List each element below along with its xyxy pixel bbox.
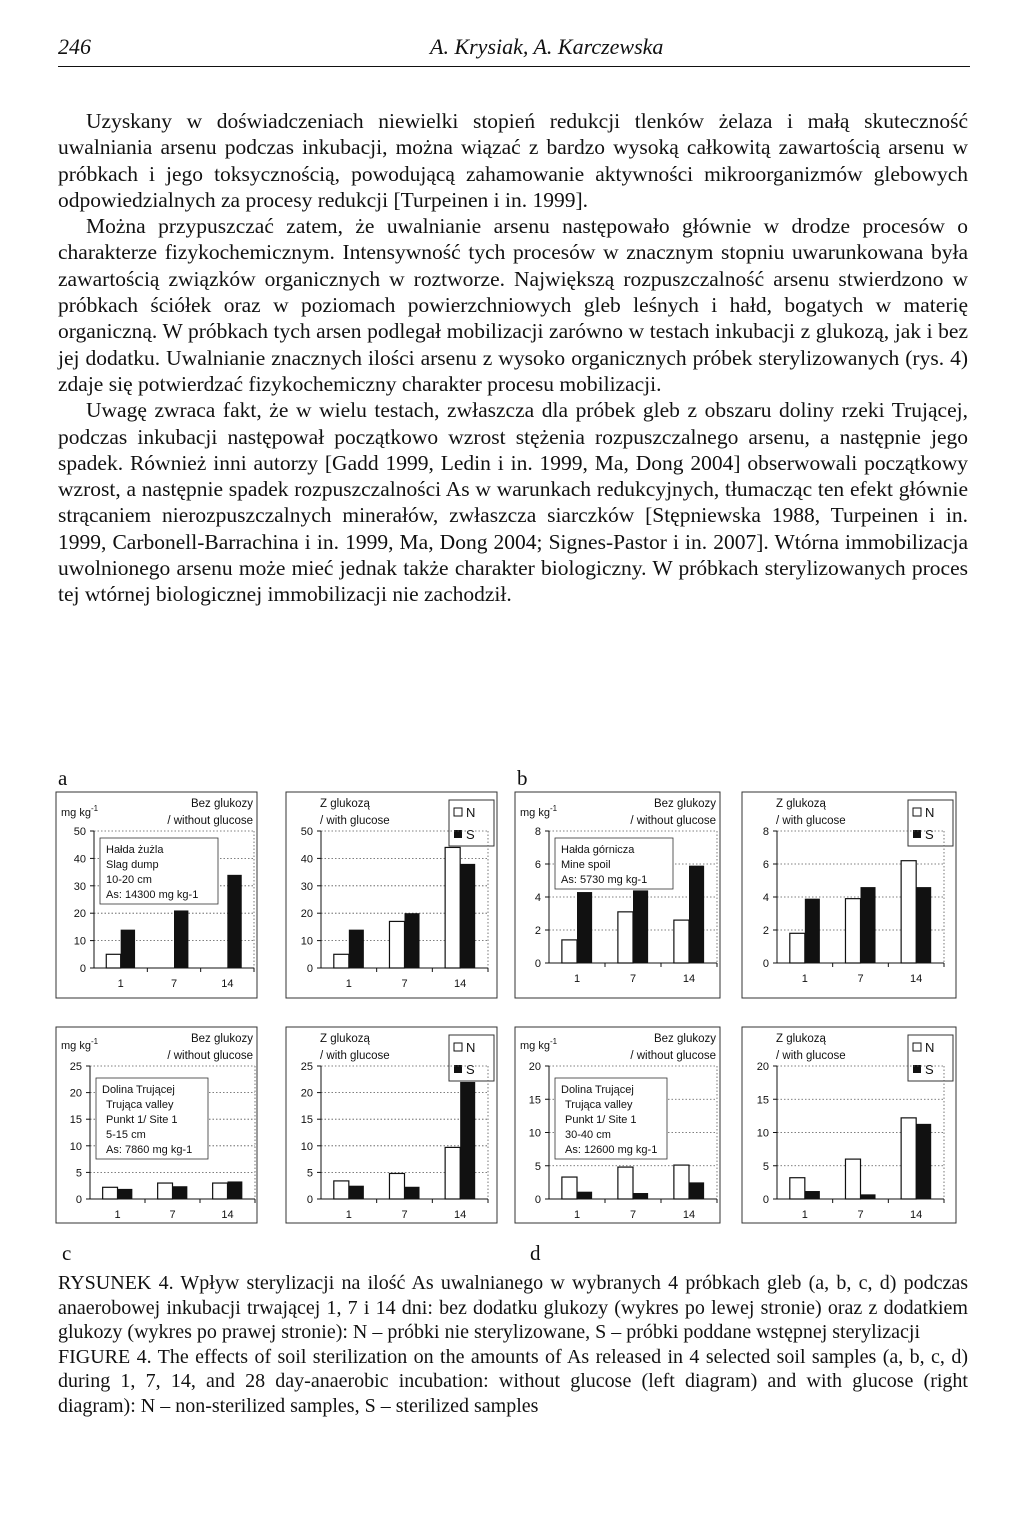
page-number: 246 [58,34,91,59]
panel-c-left-unit-label: mg $kg^{-1}$ [61,1037,99,1052]
panel-a-left-bar-s [121,930,135,968]
panel-letter-a: a [58,766,68,790]
panel-a-right-legend-n-label: N [466,805,476,820]
panel-a-right-bar-n [445,847,460,968]
panel-c-left-ytick-label: 10 [69,1140,82,1153]
panel-a-right-bar-s [405,913,420,968]
panel-d-left-bar-n [674,1165,689,1199]
panel-d-left-bar-s [689,1182,704,1199]
panel-letter-d: d [530,1241,541,1265]
panel-c-right-ytick-label: 10 [300,1140,313,1153]
paragraph: Uwagę zwraca fakt, że w wielu testach, zwłaszcza dla próbek gleb z obszaru doliny rzeki Trującej, podczas inkubacji następował początkowo wzrost stężenia rozpuszczalnego arsenu, a następnie jego spadek. Również inni autorzy [Gadd 1999, Ledin i in. 1999, Ma, Dong 2004] obserwowali początkowy wzrost, a następnie spadek rozpuszczalności As w warunkach redukcyjnych, tłumacząc ten efekt głównie strącaniem nierozpuszczalnych minerałów, zwłaszcza siarczków [Stępniewska 1988, Turpeinen i in. 1999, Carbonell-Barrachina i in. 1999, Ma, Dong 2004; Signes-Pastor i in. 2007]. Wtórna immobilizacja uwolnionego arsenu może mieć jednak także charakter biologiczny. W próbkach sterylizowanych proces tej wtórnej biologicznej immobilizacji nie zachodził. [58,398,968,607]
panel-c-right-legend-n-swatch [454,1043,462,1051]
panel-b-left-annotation-line: Hałda górnicza [561,844,635,856]
panel-a-left-title-pl: Bez glukozy [190,798,253,810]
panel-a-left-ytick-label: 0 [79,963,86,975]
panel-a-left-ytick-label: 10 [73,935,86,948]
panel-letter-c: c [62,1241,72,1265]
panel-d-right-xtick-label: 7 [857,1209,864,1221]
panel-c-left-ytick-label: 0 [75,1194,82,1206]
panel-b-right-ytick-label: 6 [762,859,769,871]
panel-d-right-bar-n [845,1159,860,1199]
paragraph: Uzyskany w doświadczeniach niewielki stopień redukcji tlenków żelaza i małą skuteczność uwalniania arsenu podczas inkubacji, można wiązać z bardzo wysoką całkowitą zawartością arsenu w próbkach i jego toksycznością, powodującą zahamowanie aktywności mikroorganizmów glebowych odpowiedzialnych za procesy redukcji [Turpeinen i in. 1999]. [58,109,968,212]
panel-d-left-bar-s [633,1193,648,1199]
panel-d-right-xtick-label: 1 [801,1209,808,1221]
panel-c-left-annotation-line: Dolina Trującej [102,1084,175,1096]
panel-c-left-bar-n [103,1187,118,1199]
panel-c-right-title-en: / with glucose [320,1050,390,1062]
panel-letter-b: b [517,766,528,790]
panel-d-left-annotation-line: Punkt 1/ Site 1 [565,1114,637,1126]
panel-b-right-bar-n [845,899,860,963]
panel-b-left-title-en: / without glucose [630,815,716,827]
panel-b-right-legend-n-swatch [913,808,921,816]
panel-a-right-ytick-label: 30 [300,880,313,893]
panel-d-right-title-pl: Z glukozą [776,1033,826,1045]
panel-c-right-bar-n [389,1173,404,1199]
panel-d-right-bar-n [790,1178,805,1199]
panel-a-left-annotation-line: Hałda żużla [106,844,164,856]
panel-d-left-title-en: / without glucose [630,1050,716,1062]
panel-b-right-bar-s [805,899,820,963]
panel-d-right-ytick-label: 5 [762,1160,769,1173]
panel-c-right-legend-s-label: S [466,1062,475,1077]
panel-b-right-bar-n [790,933,805,963]
panel-a-right-title-en: / with glucose [320,815,390,827]
panel-a-left-bar-n [106,954,120,968]
panel-a-right-title-pl: Z glukozą [320,798,370,810]
panel-c-left-bar-s [173,1186,188,1199]
panel-d-left-xtick-label: 7 [629,1209,637,1221]
panel-b-right-ytick-label: 0 [762,958,769,970]
panel-b-right-bar-s [861,887,876,963]
panel-a-right-ytick-label: 50 [300,826,313,838]
panel-c-right-bar-s [405,1187,420,1199]
panel-d-right-ytick-label: 0 [762,1194,769,1206]
panel-a-right-bar-n [389,921,404,968]
panel-c-right-title-pl: Z glukozą [320,1033,370,1045]
panel-c-right-xtick-label: 7 [401,1209,408,1221]
caption-english: FIGURE 4. The effects of soil sterilization on the amounts of As released in 4 selected soil samples (a, b, c, d) during 1, 7, 14, and 28 day-anaerobic incubation: without glucose (left diagram) and with glucose (right diagram): N – non-sterilized samples, S – sterilized samples [58,1345,968,1417]
panel-d-left-annotation-line: As: 12600 mg kg-1 [565,1144,658,1156]
panel-d-left-bar-n [562,1177,577,1199]
panel-b-left-bar-s [689,866,704,963]
panel-a-left-bar-s [227,875,241,968]
panel-c-right-ytick-label: 20 [300,1087,313,1100]
panel-d-right-legend-n-swatch [913,1043,921,1051]
panel-a-right-ytick-label: 10 [300,935,313,948]
panel-b-right-xtick-label: 1 [801,973,808,985]
panel-c-left-annotation-line: 5-15 cm [106,1129,146,1141]
panel-d-left-xtick-label: 1 [573,1209,581,1221]
panel-c-right-ytick-label: 5 [306,1167,313,1180]
panel-b-left-annotation-line: Mine spoil [561,859,611,871]
panel-a-right-xtick-label: 7 [401,978,408,990]
panel-a-right-xtick-label: 14 [454,978,467,990]
panel-c-right-ytick-label: 25 [300,1061,313,1073]
panel-a-left-annotation-line: 10-20 cm [106,874,152,886]
panel-b-right-title-pl: Z glukozą [776,798,826,810]
panel-d-right-bar-s [861,1194,876,1199]
panel-c-left-bar-s [228,1181,243,1199]
panel-d-left-ytick-label: 15 [528,1094,541,1107]
panel-c-left-title-pl: Bez glukozy [190,1033,253,1045]
figure-caption [58,1271,968,1418]
panel-c-left-ytick-label: 25 [69,1061,82,1073]
panel-a-left-ytick-label: 30 [73,880,86,893]
panel-c-right-bar-n [334,1181,349,1199]
panel-b-right-xtick-label: 14 [910,973,923,985]
panel-b-right-title-en: / with glucose [776,815,846,827]
panel-d-left-annotation-line: 30-40 cm [565,1129,611,1141]
panel-b-left-unit-sup: -1 [549,804,558,813]
panel-b-left-ytick-label: 2 [534,925,541,937]
panel-d-right-bar-s [916,1124,931,1199]
paragraph: Można przypuszczać zatem, że uwalnianie arsenu następowało głównie w drodze procesów o charakterze fizykochemicznym. Intensywność tych procesów w znacznym stopniu uwarunkowana była zawartością związków organicznych w roztworze. Największą rozpuszczalność arsenu stwierdzono w próbkach ściółek oraz w poziomach powierzchniowych gleb leśnych i hałd, bogatych w materię organiczną. W próbkach tych arsen podlegał mobilizacji zarówno w testach inkubacji z glukozą, jak i bez jej dodatku. Uwalnianie znacznych ilości arsenu z wysoko organicznych próbek sterylizowanych (rys. 4) zdaje się potwierdzać fizykochemiczny charakter procesu mobilizacji. [58,214,968,396]
panel-d-left-bar-s [577,1192,592,1199]
panel-d-right-bar-s [805,1191,820,1199]
panel-c-left-ytick-label: 15 [69,1114,82,1127]
panel-a-right-bar-s [349,930,364,968]
panel-d-left-ytick-label: 0 [534,1194,541,1206]
panel-c-left-ytick-label: 5 [75,1167,82,1180]
panel-a-right-legend-s-label: S [466,827,475,842]
panel-c-right-legend-n-label: N [466,1040,476,1055]
panel-a-right-legend-n-swatch [454,808,462,816]
panel-d-right-title-en: / with glucose [776,1050,846,1062]
panel-d-left-ytick-label: 20 [528,1061,541,1073]
panel-b-left-unit-label: mg $kg^{-1}$ [520,804,558,819]
panel-a-left-xtick-label: 14 [221,978,234,990]
panel-c-right-xtick-label: 14 [454,1209,467,1221]
panel-b-left-xtick-label: 7 [629,973,637,985]
panel-b-right-legend-s-label: S [925,827,934,842]
panel-a-left-xtick-label: 7 [170,978,178,990]
panel-c-left-xtick-label: 1 [114,1209,121,1221]
panel-c-left-xtick-label: 7 [169,1209,176,1221]
panel-c-left-bar-s [118,1189,133,1199]
panel-c-left-annotation-line: Trująca valley [106,1099,174,1111]
panel-d-left-ytick-label: 5 [534,1160,541,1173]
panel-b-right-ytick-label: 4 [762,892,769,904]
panel-b-left-annotation-line: As: 5730 mg kg-1 [561,874,648,886]
panel-b-left-ytick-label: 8 [534,826,541,838]
body-text [58,108,968,608]
panel-b-left-bar-n [618,912,633,963]
panel-a-right-bar-s [460,864,475,968]
panel-a-left-xtick-label: 1 [117,978,124,990]
panel-b-right-bar-n [901,861,916,963]
panel-a-right-xtick-label: 1 [345,978,352,990]
panel-d-right-bar-n [901,1118,916,1199]
panel-a-left-annotation-line: Slag dump [106,859,159,871]
panel-d-left-xtick-label: 14 [682,1209,696,1221]
panel-d-right-legend-n-label: N [925,1040,935,1055]
panel-c-left-bar-n [213,1183,228,1199]
panel-a-left-title-en: / without glucose [167,815,253,827]
panel-b-right-bar-s [916,887,931,963]
panel-d-right-xtick-label: 14 [910,1209,923,1221]
panel-a-right-ytick-label: 40 [300,853,313,866]
panel-b-left-xtick-label: 14 [682,973,696,985]
panel-b-right-legend-n-label: N [925,805,935,820]
panel-b-left-ytick-label: 6 [534,859,541,871]
panel-c-left-bar-n [158,1183,173,1199]
panel-b-left-bar-n [674,920,689,963]
panel-a-left-ytick-label: 50 [73,826,86,838]
panel-b-right-ytick-label: 8 [762,826,769,838]
panel-c-left-annotation-line: As: 7860 mg kg-1 [106,1144,193,1156]
panel-d-left-ytick-label: 10 [528,1127,541,1140]
panel-a-right-ytick-label: 0 [306,963,313,975]
panel-a-right-bar-n [334,954,349,968]
panel-a-left-unit-sup: -1 [90,804,99,813]
panel-c-right-ytick-label: 15 [300,1114,313,1127]
panel-d-right-ytick-label: 10 [756,1127,769,1140]
panel-c-right-bar-s [460,1082,475,1199]
panel-b-left-bar-s [577,892,592,963]
panel-d-left-annotation-line: Dolina Trującej [561,1084,634,1096]
panel-d-right-ytick-label: 15 [756,1094,769,1107]
panel-b-left-ytick-label: 0 [534,958,541,970]
panel-c-left-ytick-label: 20 [69,1087,82,1100]
panel-a-left-ytick-label: 40 [73,853,86,866]
panel-d-left-unit-sup: -1 [549,1037,558,1046]
panel-c-right-bar-s [349,1186,364,1199]
panel-d-left-bar-n [618,1167,633,1199]
panel-b-left-bar-s [633,890,648,963]
figure-4-charts [0,780,1024,1240]
panel-b-left-bar-n [562,940,577,963]
panel-a-left-annotation-line: As: 14300 mg kg-1 [106,889,199,901]
panel-d-left-annotation-line: Trująca valley [565,1099,633,1111]
running-header [58,32,970,67]
panel-c-left-annotation-line: Punkt 1/ Site 1 [106,1114,178,1126]
panel-a-left-ytick-label: 20 [73,908,86,921]
panel-a-left-unit-label: mg $kg^{-1}$ [61,804,99,819]
panel-c-left-xtick-label: 14 [221,1209,234,1221]
panel-b-right-xtick-label: 7 [857,973,864,985]
panel-c-right-xtick-label: 1 [345,1209,352,1221]
panel-c-left-title-en: / without glucose [167,1050,253,1062]
running-header-authors: A. Krysiak, A. Karczewska [430,34,664,59]
panel-b-left-xtick-label: 1 [573,973,581,985]
panel-d-right-legend-s-label: S [925,1062,934,1077]
panel-c-right-ytick-label: 0 [306,1194,313,1206]
panel-d-right-ytick-label: 20 [756,1061,769,1073]
panel-a-left-bar-s [174,910,188,968]
panel-d-left-unit-label: mg $kg^{-1}$ [520,1037,558,1052]
panel-b-right-ytick-label: 2 [762,925,769,937]
caption-polish: RYSUNEK 4. Wpływ sterylizacji na ilość As uwalnianego w wybranych 4 próbkach gleb (a, b, c, d) podczas anaerobowej inkubacji trwającej 1, 7 i 14 dni: bez dodatku glukozy (wykres po lewej stronie) oraz z dodatkiem glukozy (wykres po prawej stronie): N – próbki nie sterylizowane, S – próbki poddane wstępnej sterylizacji [58,1272,968,1343]
panel-b-left-ytick-label: 4 [534,892,541,904]
panel-c-left-unit-sup: -1 [90,1037,99,1046]
panel-c-right-bar-n [445,1147,460,1199]
panel-a-right-ytick-label: 20 [300,908,313,921]
panel-b-left-title-pl: Bez glukozy [653,798,716,810]
panel-d-left-title-pl: Bez glukozy [653,1033,716,1045]
